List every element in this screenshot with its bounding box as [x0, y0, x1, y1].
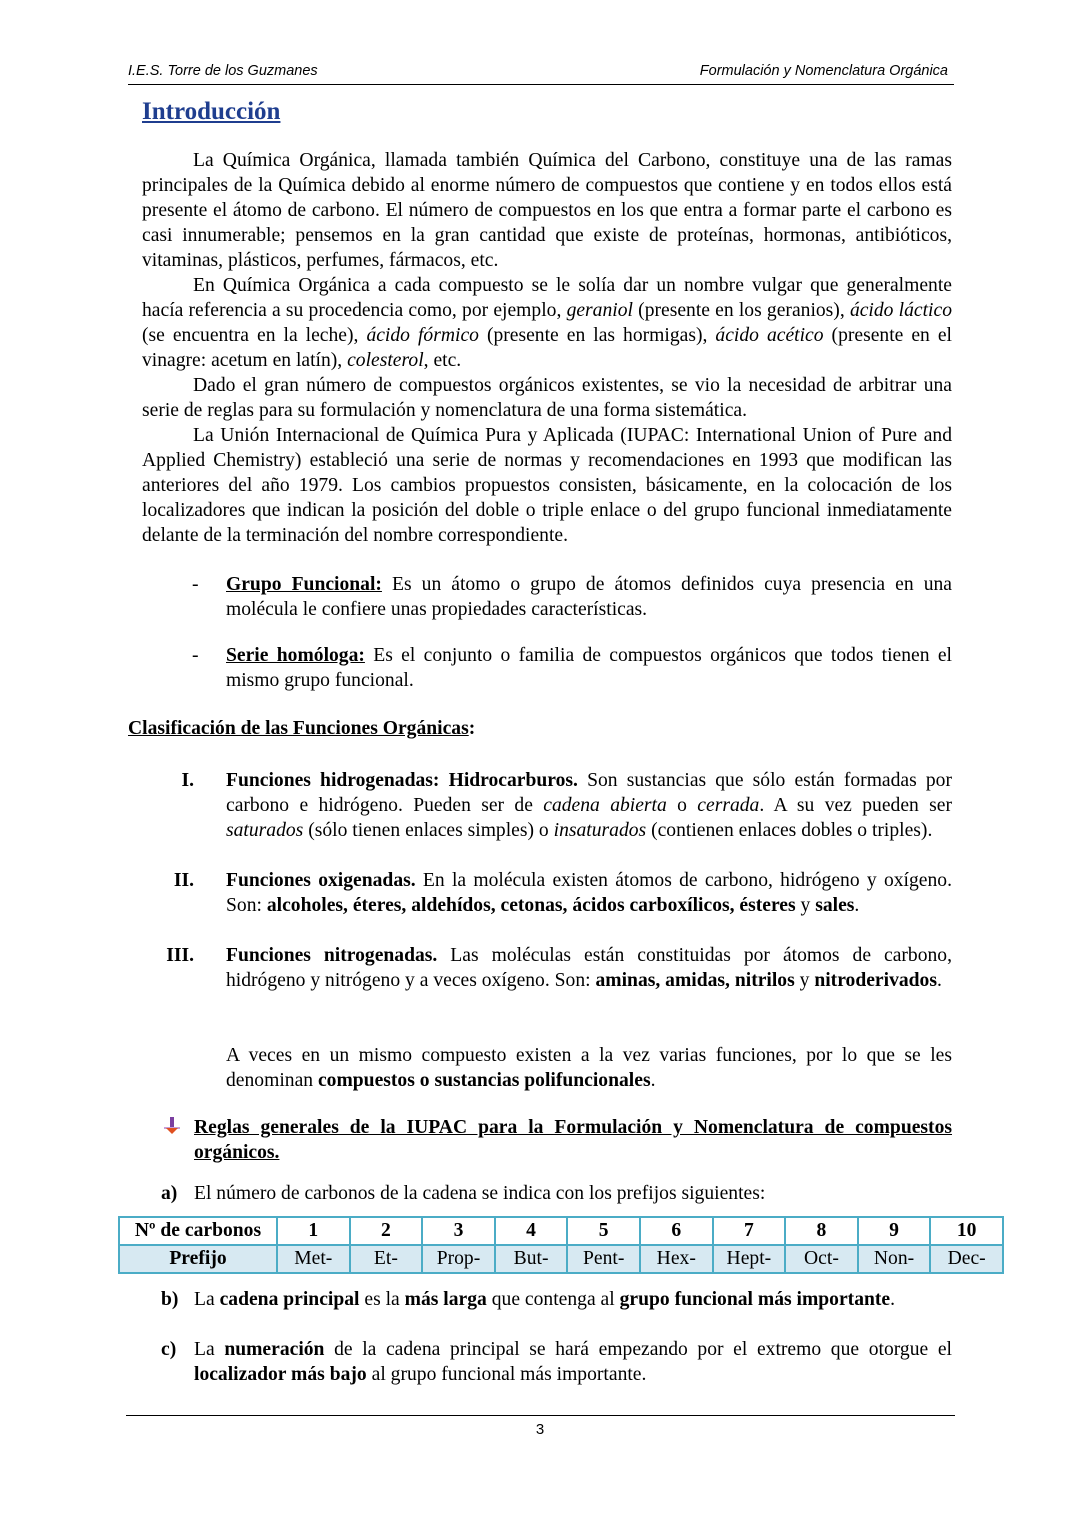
table-cell: Prop-: [422, 1245, 495, 1273]
table-cell: 6: [640, 1217, 713, 1245]
table-cell: 3: [422, 1217, 495, 1245]
table-cell: Pent-: [567, 1245, 640, 1273]
table-cell: Non-: [858, 1245, 931, 1273]
table-cell: Hept-: [713, 1245, 786, 1273]
polifuncional-note: A veces en un mismo compuesto existen a la vez varias funciones, por lo que se les denominan compuestos o sustancias polifuncionales.: [226, 1045, 952, 1091]
table-cell: Dec-: [930, 1245, 1003, 1273]
prefix-table: [118, 1216, 1004, 1274]
rule-c-letter: c): [161, 1339, 177, 1360]
table-cell: Met-: [277, 1245, 350, 1273]
rule-a-text: El número de carbonos de la cadena se indica con los prefijos siguientes:: [194, 1183, 766, 1204]
table-cell: 1: [277, 1217, 350, 1245]
definition-dash: -: [192, 645, 199, 666]
footer-divider: [126, 1415, 955, 1416]
page-number: 3: [535, 1421, 545, 1438]
rule-b-text: La cadena principal es la más larga que contenga al grupo funcional más importante.: [194, 1289, 896, 1310]
numeral-i: I.: [181, 770, 194, 791]
header-school: I.E.S. Torre de los Guzmanes: [128, 63, 318, 79]
table-header-cell: Prefijo: [119, 1245, 277, 1273]
definition-term: Grupo Funcional:: [226, 574, 382, 595]
table-row: [119, 1217, 1003, 1245]
definition-term: Serie homóloga:: [226, 645, 365, 666]
arrow-down-icon: [163, 1117, 181, 1135]
rules-heading: Reglas generales de la IUPAC para la Formulación y Nomenclatura de compuestos orgánicos.: [194, 1117, 952, 1163]
page-header: [128, 62, 954, 85]
table-cell: Et-: [350, 1245, 423, 1273]
definition-serie-homologa: Serie homóloga: Es el conjunto o familia de compuestos orgánicos que todos tienen el mismo grupo funcional.: [226, 645, 952, 691]
table-cell: But-: [495, 1245, 568, 1273]
table-cell: Oct-: [785, 1245, 858, 1273]
table-header-cell: Nº de carbonos: [119, 1217, 277, 1245]
intro-text: [142, 148, 952, 548]
rule-c-text: La numeración de la cadena principal se hará empezando por el extremo que otorgue el localizador más bajo al grupo funcional más importante.: [194, 1339, 952, 1385]
classification-item-oxigenadas: Funciones oxigenadas. En la molécula existen átomos de carbono, hidrógeno y oxígeno. Son: alcoholes, éteres, aldehídos, cetonas, ácidos carboxílicos, ésteres y sales.: [226, 870, 952, 916]
page-title: Introducción: [142, 98, 281, 125]
intro-paragraph-2: En Química Orgánica a cada compuesto se le solía dar un nombre vulgar que generalmente hacía referencia a su procedencia como, por ejemplo, geraniol (presente en los geranios), ácido láctico (se encuentra en la leche), ácido fórmico (presente en las hormigas), ácido acético (presente en el vinagre: acetum en latín), colesterol, etc.: [142, 275, 952, 371]
rule-b-letter: b): [161, 1289, 179, 1310]
table-cell: Hex-: [640, 1245, 713, 1273]
numeral-iii: III.: [166, 945, 194, 966]
classification-item-hidrogenadas: Funciones hidrogenadas: Hidrocarburos. Son sustancias que sólo están formadas por carbono e hidrógeno. Pueden ser de cadena abierta o cerrada. A su vez pueden ser saturados (sólo tienen enlaces simples) o insaturados (contienen enlaces dobles o triples).: [226, 770, 953, 841]
definition-grupo-funcional: Grupo Funcional: Es un átomo o grupo de átomos definidos cuya presencia en una molécula le confiere unas propiedades características.: [226, 574, 952, 620]
table-cell: 8: [785, 1217, 858, 1245]
numeral-ii: II.: [173, 870, 194, 891]
classification-heading: Clasificación de las Funciones Orgánicas:: [128, 718, 476, 739]
table-cell: 9: [858, 1217, 931, 1245]
intro-paragraph-1: La Química Orgánica, llamada también Química del Carbono, constituye una de las ramas principales de la Química debido al enorme número de compuestos que contiene y en todos ellos está presente el átomo de carbono. El número de compuestos en los que entra a formar parte el carbono es casi innumerable; pensemos en la gran cantidad que existe de proteínas, hormonas, antibióticos, vitaminas, plásticos, perfumes, fármacos, etc.: [142, 150, 952, 271]
rule-a-letter: a): [161, 1183, 178, 1204]
intro-paragraph-4: La Unión Internacional de Química Pura y Aplicada (IUPAC: International Union of Pure and Applied Chemistry) estableció una serie de normas y recomendaciones en 1993 que modifican las anteriores del año 1979. Los cambios propuestos consisten, básicamente, en la colocación de los localizadores que indican la posición del doble o triple enlace o del grupo funcional inmediatamente delante de la terminación del nombre correspondiente.: [142, 425, 952, 546]
table-cell: 7: [713, 1217, 786, 1245]
table-cell: 10: [930, 1217, 1003, 1245]
classification-item-nitrogenadas: Funciones nitrogenadas. Las moléculas están constituidas por átomos de carbono, hidrógeno y nitrógeno y a veces oxígeno. Son: aminas, amidas, nitrilos y nitroderivados.: [226, 945, 953, 991]
intro-paragraph-3: Dado el gran número de compuestos orgánicos existentes, se vio la necesidad de arbitrar una serie de reglas para su formulación y nomenclatura de una forma sistemática.: [142, 375, 952, 421]
table-row: [119, 1245, 1003, 1273]
definition-dash: -: [192, 574, 199, 595]
table-cell: 5: [567, 1217, 640, 1245]
table-cell: 2: [350, 1217, 423, 1245]
table-cell: 4: [495, 1217, 568, 1245]
header-subject: Formulación y Nomenclatura Orgánica: [699, 63, 948, 79]
